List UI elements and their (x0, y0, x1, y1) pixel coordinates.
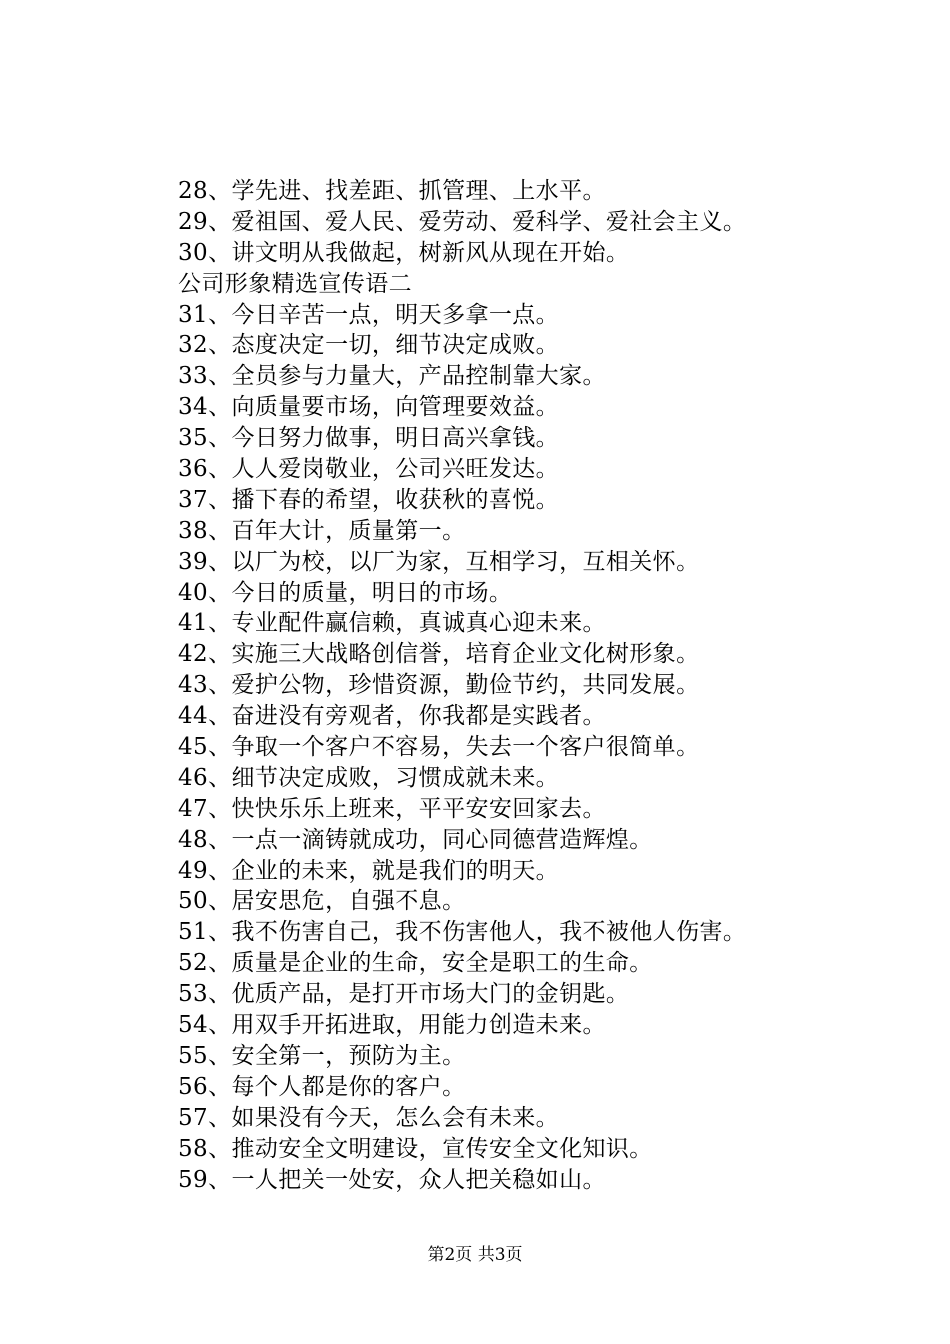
text-line-37: 37、播下春的希望，收获秋的喜悦。 (178, 486, 560, 513)
text-line-57: 57、如果没有今天，怎么会有未来。 (178, 1104, 560, 1131)
text-line-34: 34、向质量要市场，向管理要效益。 (178, 394, 560, 421)
text-line-46: 46、细节决定成败，习惯成就未来。 (178, 764, 560, 791)
text-line-45: 45、争取一个客户不容易，失去一个客户很简单。 (178, 734, 700, 761)
text-line-41: 41、专业配件赢信赖，真诚真心迎未来。 (178, 610, 606, 637)
text-line-58: 58、推动安全文明建设，宣传安全文化知识。 (178, 1135, 653, 1162)
text-line-40: 40、今日的质量，明日的市场。 (178, 579, 513, 606)
text-line-36: 36、人人爱岗敬业，公司兴旺发达。 (178, 456, 560, 483)
section-heading: 公司形象精选宣传语二 (178, 270, 412, 297)
text-line-47: 47、快快乐乐上班来，平平安安回家去。 (178, 795, 606, 822)
text-line-49: 49、企业的未来，就是我们的明天。 (178, 857, 560, 884)
text-line-32: 32、态度决定一切，细节决定成败。 (178, 332, 560, 359)
text-line-48: 48、一点一滴铸就成功，同心同德营造辉煌。 (178, 826, 653, 853)
text-line-56: 56、每个人都是你的客户。 (178, 1073, 466, 1100)
text-line-59: 59、一人把关一处安，众人把关稳如山。 (178, 1166, 606, 1193)
document-body (178, 176, 918, 1195)
text-line-50: 50、居安思危，自强不息。 (178, 888, 466, 915)
text-line-39: 39、以厂为校，以厂为家，互相学习，互相关怀。 (178, 548, 700, 575)
text-line-51: 51、我不伤害自己，我不伤害他人，我不被他人伤害。 (178, 919, 747, 946)
text-line-43: 43、爱护公物，珍惜资源，勤俭节约，共同发展。 (178, 672, 700, 699)
text-line-31: 31、今日辛苦一点，明天多拿一点。 (178, 301, 560, 328)
text-line-38: 38、百年大计，质量第一。 (178, 517, 466, 544)
text-line-55: 55、安全第一，预防为主。 (178, 1042, 466, 1069)
text-line-53: 53、优质产品，是打开市场大门的金钥匙。 (178, 981, 630, 1008)
text-line-44: 44、奋进没有旁观者，你我都是实践者。 (178, 703, 606, 730)
page-footer: 第2页 共3页 (427, 1245, 523, 1265)
text-line-29: 29、爱祖国、爱人民、爱劳动、爱科学、爱社会主义。 (178, 208, 747, 235)
text-line-35: 35、今日努力做事，明日高兴拿钱。 (178, 425, 560, 452)
text-line-33: 33、全员参与力量大，产品控制靠大家。 (178, 363, 606, 390)
text-line-30: 30、讲文明从我做起，树新风从现在开始。 (178, 239, 630, 266)
text-line-42: 42、实施三大战略创信誉，培育企业文化树形象。 (178, 641, 700, 668)
text-line-54: 54、用双手开拓进取，用能力创造未来。 (178, 1012, 606, 1039)
text-line-52: 52、质量是企业的生命，安全是职工的生命。 (178, 950, 653, 977)
text-line-28: 28、学先进、找差距、抓管理、上水平。 (178, 178, 606, 204)
